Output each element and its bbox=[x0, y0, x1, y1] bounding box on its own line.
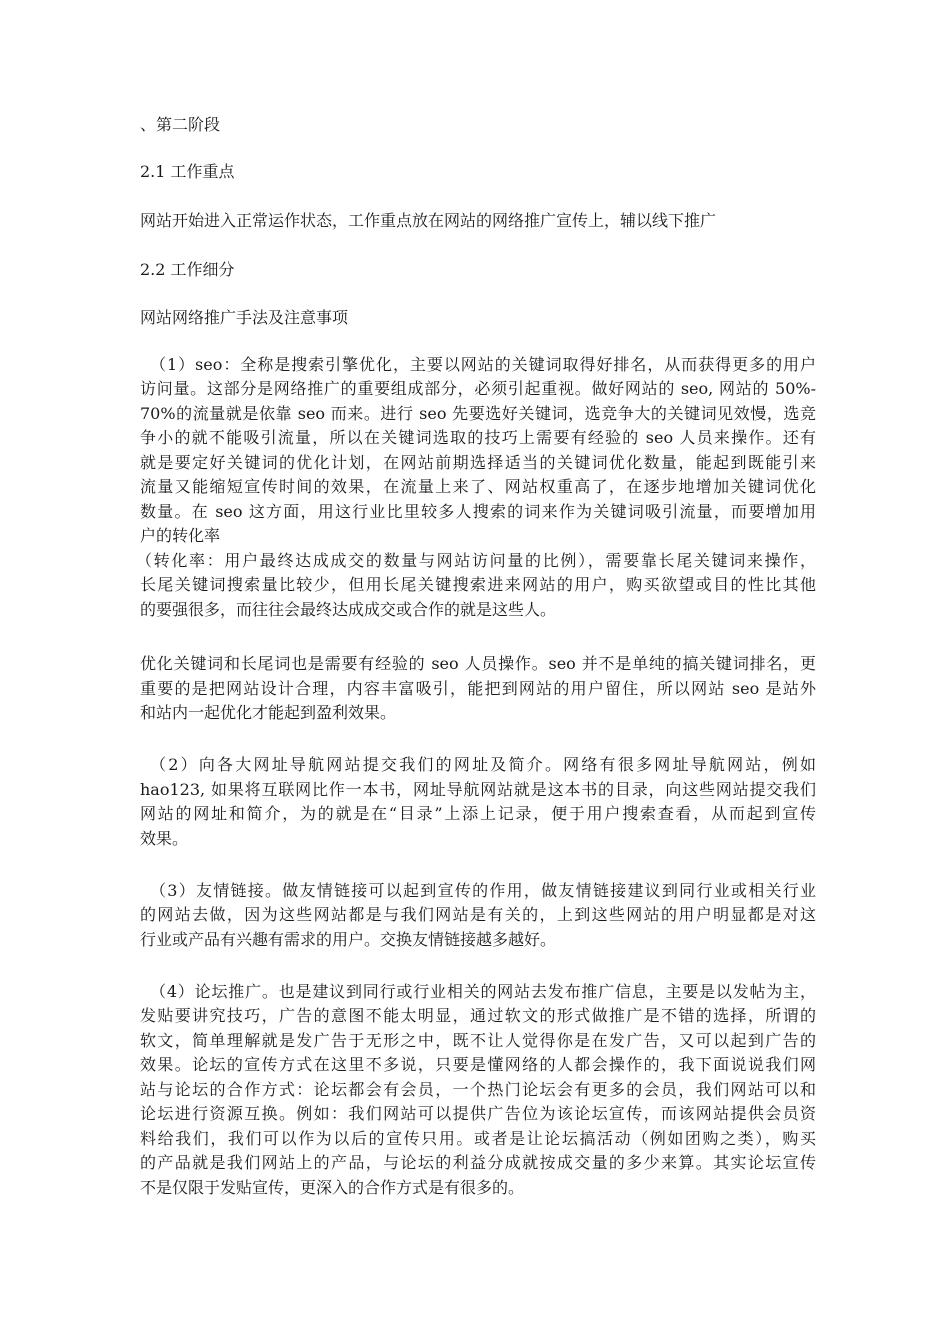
nav-paragraph-line: 网站的网址和简介，为的就是在“目录”上添上记录，便于用户搜索查看，从而起到宣传 bbox=[140, 804, 816, 823]
forum-paragraph-line: 站与论坛的合作方式：论坛都会有会员，一个热门论坛会有更多的会员，我们网站可以和 bbox=[140, 1080, 816, 1099]
section-heading-2-1: 2.1 工作重点 bbox=[140, 162, 235, 181]
forum-paragraph-line: 效果。论坛的宣传方式在这里不多说，只要是懂网络的人都会操作的，我下面说说我们网 bbox=[140, 1055, 816, 1074]
seo-paragraph-line: （1）seo：全称是搜索引擎优化，主要以网站的关键词取得好排名，从而获得更多的用户 bbox=[150, 355, 816, 374]
methods-subheading: 网站网络推广手法及注意事项 bbox=[140, 308, 349, 327]
nav-paragraph-line: 效果。 bbox=[140, 829, 189, 848]
stage-heading: 、第二阶段 bbox=[140, 115, 221, 134]
seo-paragraph-line: 就是要定好关键词的优化计划，在网站前期选择适当的关键词优化数量，能起到既能引来 bbox=[140, 453, 816, 472]
forum-paragraph-line: （4）论坛推广。也是建议到同行或行业相关的网站去发布推广信息，主要是以发帖为主， bbox=[150, 982, 816, 1001]
focus-paragraph: 网站开始进入正常运作状态，工作重点放在网站的网络推广宣传上，辅以线下推广 bbox=[140, 211, 717, 230]
forum-paragraph-line: 论坛进行资源互换。例如：我们网站可以提供广告位为该论坛宣传，而该网站提供会员资 bbox=[140, 1104, 816, 1123]
forum-paragraph-line: 发贴要讲究技巧，广告的意图不能太明显，通过软文的形式做推广是不错的选择，所谓的 bbox=[140, 1006, 816, 1025]
seo-paragraph-line: 流量又能缩短宣传时间的效果，在流量上来了、网站权重高了，在逐步地增加关键词优化 bbox=[140, 477, 816, 496]
seo-paragraph-line: 访问量。这部分是网络推广的重要组成部分，必须引起重视。做好网站的 seo, 网站的 50%- bbox=[140, 379, 816, 398]
seo-paragraph-line: 的要强很多，而往往会最终达成成交或合作的就是这些人。 bbox=[140, 600, 557, 619]
section-heading-2-2: 2.2 工作细分 bbox=[140, 260, 235, 279]
nav-paragraph-line: hao123, 如果将互联网比作一本书，网址导航网站就是这本书的目录，向这些网站提交我们 bbox=[140, 780, 816, 799]
optimize-paragraph-line: 和站内一起优化才能起到盈利效果。 bbox=[140, 703, 397, 722]
optimize-paragraph-line: 优化关键词和长尾词也是需要有经验的 seo 人员操作。seo 并不是单纯的搞关键词排名，更 bbox=[140, 654, 816, 673]
seo-paragraph-line: 70%的流量就是依靠 seo 而来。进行 seo 先要选好关键词，选竞争大的关键词见效慢，选竞 bbox=[140, 404, 816, 423]
links-paragraph-line: 行业或产品有兴趣有需求的用户。交换友情链接越多越好。 bbox=[140, 930, 557, 949]
links-paragraph-line: 的网站去做，因为这些网站都是与我们网站是有关的，上到这些网站的用户明显都是对这 bbox=[140, 905, 816, 924]
forum-paragraph-line: 的产品就是我们网站上的产品，与论坛的利益分成就按成交量的多少来算。其实论坛宣传 bbox=[140, 1153, 816, 1172]
seo-paragraph-line: 数量。在 seo 这方面，用这行业比里较多人搜索的词来作为关键词吸引流量，而要增加用 bbox=[140, 502, 816, 521]
links-paragraph-line: （3）友情链接。做友情链接可以起到宣传的作用，做友情链接建议到同行业或相关行业 bbox=[150, 881, 816, 900]
seo-paragraph-line: （转化率：用户最终达成成交的数量与网站访问量的比例），需要靠长尾关键词来操作， bbox=[136, 551, 816, 570]
seo-paragraph-line: 争小的就不能吸引流量，所以在关键词选取的技巧上需要有经验的 seo 人员来操作。还有 bbox=[140, 428, 816, 447]
seo-paragraph-line: 户的转化率 bbox=[140, 526, 221, 545]
forum-paragraph-line: 不是仅限于发贴宣传，更深入的合作方式是有很多的。 bbox=[140, 1178, 525, 1197]
nav-paragraph-line: （2）向各大网址导航网站提交我们的网址及简介。网络有很多网址导航网站，例如 bbox=[150, 755, 816, 774]
forum-paragraph-line: 软文，简单理解就是发广告于无形之中，既不让人觉得你是在发广告，又可以起到广告的 bbox=[140, 1031, 816, 1050]
seo-paragraph-line: 长尾关键词搜索量比较少，但用长尾关键搜索进来网站的用户，购买欲望或目的性比其他 bbox=[140, 575, 816, 594]
forum-paragraph-line: 料给我们，我们可以作为以后的宣传只用。或者是让论坛搞活动（例如团购之类），购买 bbox=[140, 1129, 816, 1148]
optimize-paragraph-line: 重要的是把网站设计合理，内容丰富吸引，能把到网站的用户留住，所以网站 seo 是站外 bbox=[140, 679, 816, 698]
